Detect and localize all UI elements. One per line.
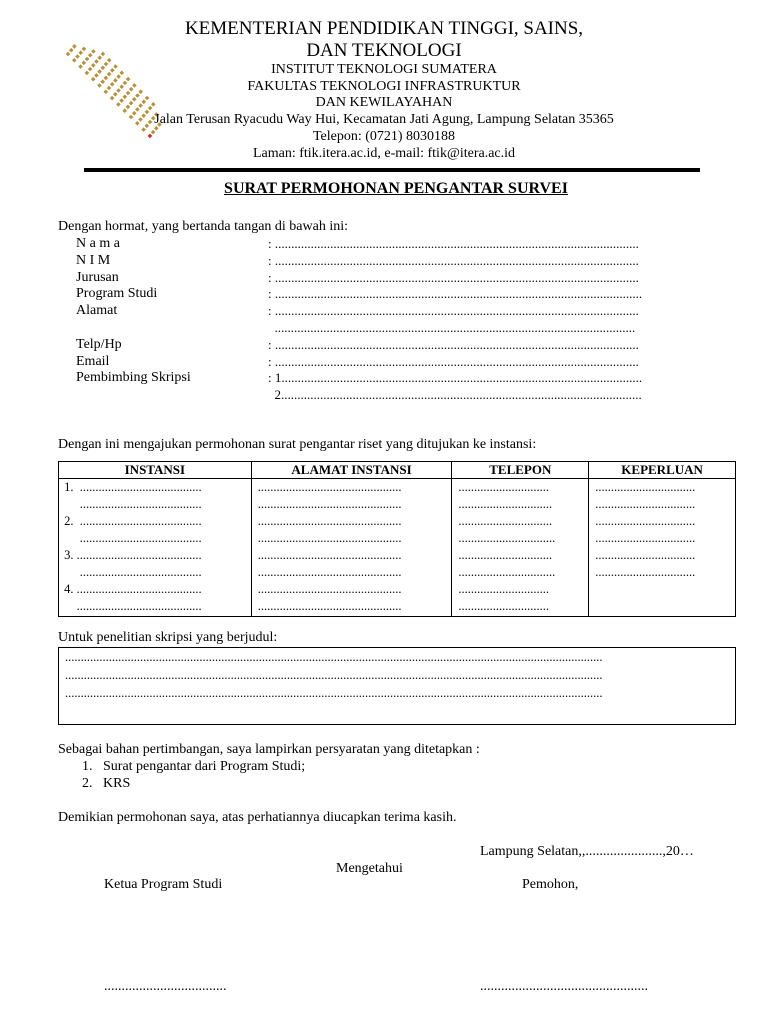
table-cell-line[interactable]: ........................................: [61, 599, 202, 613]
ministry-line1: KEMENTERIAN PENDIDIKAN TINGGI, SAINS,: [184, 18, 584, 39]
institute-name: INSTITUT TEKNOLOGI SUMATERA: [271, 62, 497, 77]
judul-line: ............................................................................................................................................................................: [65, 650, 603, 664]
header-alamat-instansi: ALAMAT INSTANSI: [251, 462, 452, 479]
address-line: Jalan Terusan Ryacudu Way Hui, Kecamatan Jati Agung, Lampung Selatan 35365: [154, 112, 614, 127]
field-value[interactable]: : ................................................................................................................: [268, 303, 639, 319]
table-cell-line[interactable]: ..............................: [458, 514, 553, 528]
field-label: Alamat: [76, 303, 118, 319]
judul-box: [58, 647, 736, 725]
table-cell-line[interactable]: ..............................................: [257, 531, 402, 545]
signature-line-right: ................................................: [480, 979, 648, 994]
field-value[interactable]: : ................................................................................................................: [268, 236, 639, 251]
table-cell-line[interactable]: ................................: [595, 531, 696, 545]
table-cell-line[interactable]: .......................................: [61, 565, 202, 579]
alamat-column: [251, 479, 452, 617]
table-cell-line[interactable]: .......................................: [61, 497, 202, 511]
field-value[interactable]: ...............................................................................................................: [268, 320, 636, 335]
telepon-column: [452, 479, 589, 617]
field-label: N a m a: [76, 236, 120, 251]
table-cell-line[interactable]: ..............................: [458, 497, 553, 511]
judul-label: Untuk penelitian skripsi yang berjudul:: [58, 630, 278, 645]
judul-line: ............................................................................................................................................................................: [65, 668, 603, 682]
table-cell-line[interactable]: 2. .......................................: [61, 514, 202, 528]
judul-line: ............................................................................................................................................................................: [65, 686, 603, 700]
table-cell-line[interactable]: ................................: [595, 565, 696, 579]
lampiran-item: 2. KRS: [82, 776, 131, 791]
table-cell-line[interactable]: ..............................................: [257, 548, 402, 562]
place-date: Lampung Selatan,,......................,20…: [480, 844, 694, 859]
table-cell-line[interactable]: ..............................................: [257, 480, 402, 494]
faculty-line2: DAN KEWILAYAHAN: [315, 95, 453, 110]
table-cell-line[interactable]: ................................: [595, 497, 696, 511]
field-value[interactable]: : ................................................................................................................: [268, 336, 639, 352]
table-cell-line[interactable]: ...............................: [458, 565, 556, 579]
field-value[interactable]: : ................................................................................................................: [268, 269, 639, 285]
table-cell-line[interactable]: 4. ........................................: [61, 582, 202, 596]
instansi-column: [59, 479, 252, 617]
field-value[interactable]: : 1...............................................................................................................: [268, 370, 643, 386]
mengetahui-label: Mengetahui: [336, 861, 403, 876]
table-cell-line[interactable]: .......................................: [61, 531, 202, 545]
field-value[interactable]: : ................................................................................................................: [268, 252, 639, 268]
greeting: Dengan hormat, yang bertanda tangan di bawah ini:: [58, 219, 349, 234]
table-cell-line[interactable]: ................................: [595, 480, 696, 494]
signature-line-left: ...................................: [104, 979, 227, 994]
table-cell-line[interactable]: ..............................................: [257, 582, 402, 596]
header-telepon: TELEPON: [452, 462, 589, 479]
keperluan-column: [589, 479, 736, 617]
field-label: Pembimbing Skripsi: [76, 370, 191, 386]
table-cell-line[interactable]: ..............................................: [257, 565, 402, 579]
table-cell-line[interactable]: ................................: [595, 514, 696, 528]
field-value[interactable]: 2...............................................................................................................: [268, 387, 642, 403]
table-cell-line[interactable]: .............................: [458, 480, 550, 494]
table-cell-line[interactable]: ...............................: [458, 531, 556, 545]
table-cell-line[interactable]: ..............................................: [257, 599, 402, 613]
table-cell-line[interactable]: ..............................................: [257, 514, 402, 528]
field-value[interactable]: : .................................................................................................................: [268, 286, 643, 302]
lampiran-intro: Sebagai bahan pertimbangan, saya lampirkan persyaratan yang ditetapkan :: [58, 742, 480, 757]
instansi-table: [58, 461, 736, 617]
web-line: Laman: ftik.itera.ac.id, e-mail: ftik@itera.ac.id: [252, 146, 516, 161]
field-label: Email: [76, 353, 110, 369]
field-label: Program Studi: [76, 286, 158, 302]
document-title: SURAT PERMOHONAN PENGANTAR SURVEI: [224, 180, 568, 197]
phone-line: Telepon: (0721) 8030188: [312, 129, 456, 144]
faculty-line1: FAKULTAS TEKNOLOGI INFRASTRUKTUR: [247, 79, 521, 94]
field-label: Jurusan: [76, 269, 119, 285]
letterhead-rule: [84, 168, 700, 172]
signer-left-title: Ketua Program Studi: [104, 877, 223, 892]
signer-right-title: Pemohon,: [522, 877, 579, 892]
table-cell-line[interactable]: .............................: [458, 582, 550, 596]
table-cell-line[interactable]: ................................: [595, 548, 696, 562]
table-cell-line[interactable]: .............................: [458, 599, 550, 613]
field-label: Telp/Hp: [76, 336, 122, 352]
ministry-line2: DAN TEKNOLOGI: [306, 40, 462, 61]
table-cell-line[interactable]: 3. ........................................: [61, 548, 202, 562]
table-cell-line[interactable]: ..............................: [458, 548, 553, 562]
closing-text: Demikian permohonan saya, atas perhatiannya diucapkan terima kasih.: [58, 810, 457, 825]
header-keperluan: KEPERLUAN: [589, 462, 736, 479]
field-label: N I M: [76, 252, 111, 268]
header-instansi: INSTANSI: [59, 462, 252, 479]
table-cell-line[interactable]: 1. .......................................: [61, 480, 202, 494]
request-text: Dengan ini mengajukan permohonan surat pengantar riset yang ditujukan ke instansi:: [58, 437, 537, 452]
table-cell-line[interactable]: ..............................................: [257, 497, 402, 511]
lampiran-item: 1. Surat pengantar dari Program Studi;: [82, 759, 306, 774]
field-value[interactable]: : ................................................................................................................: [268, 353, 639, 369]
